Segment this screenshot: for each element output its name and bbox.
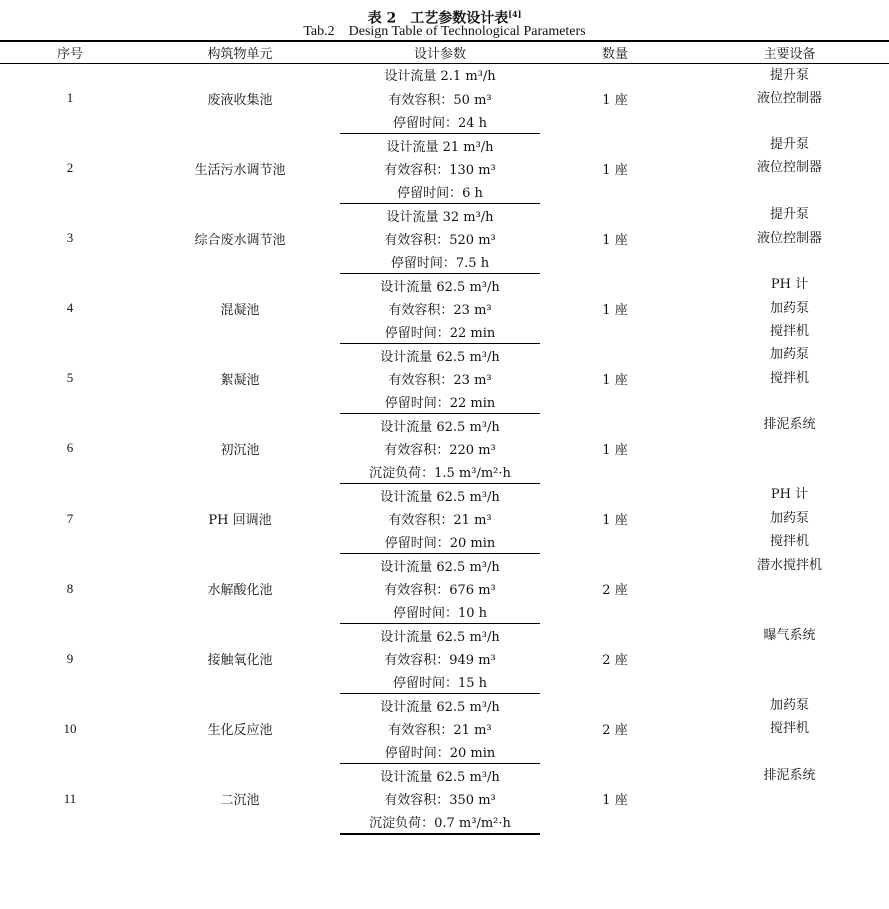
row-number: 4 — [66, 300, 74, 316]
design-parameter: 有效容积：50 m³ — [388, 92, 492, 108]
structure-unit: 接触氧化池 — [207, 653, 273, 669]
equipment-list — [690, 694, 889, 764]
equipment-item: 液位控制器 — [756, 90, 822, 106]
design-parameter: 沉淀负荷：0.7 m³/m²·h — [340, 811, 540, 834]
equipment-list — [690, 483, 889, 553]
quantity: 1 座 — [602, 162, 628, 178]
table-row — [0, 694, 889, 717]
table-row — [0, 133, 889, 156]
equipment-item: 液位控制器 — [756, 230, 822, 246]
design-parameter: 停留时间：22 min — [340, 390, 540, 413]
quantity: 2 座 — [602, 723, 628, 739]
design-parameter: 停留时间：7.5 h — [340, 250, 540, 273]
row-number: 8 — [66, 580, 74, 596]
structure-unit: 生化反应池 — [207, 723, 273, 739]
table-row — [0, 483, 889, 506]
structure-unit: 废液收集池 — [207, 92, 273, 108]
row-number: 11 — [63, 790, 77, 806]
equipment-item: 加药泵 — [769, 300, 809, 316]
reference-marker: [4] — [508, 9, 522, 19]
header-no: 序号 — [0, 41, 140, 63]
design-parameter: 有效容积：23 m³ — [388, 302, 492, 318]
design-parameter: 设计流量 62.5 m³/h — [380, 279, 500, 295]
design-parameter: 停留时间：20 min — [340, 740, 540, 763]
quantity: 1 座 — [602, 302, 628, 318]
row-number: 5 — [66, 370, 74, 386]
equipment-item: 搅拌机 — [769, 323, 809, 339]
design-parameter: 沉淀负荷：1.5 m³/m²·h — [340, 460, 540, 483]
row-number: 6 — [66, 440, 74, 456]
quantity: 1 座 — [602, 442, 628, 458]
quantity: 2 座 — [602, 653, 628, 669]
row-number: 2 — [66, 160, 74, 176]
table-row — [0, 203, 889, 226]
header-equipment: 主要设备 — [690, 41, 889, 63]
design-parameter: 停留时间：10 h — [340, 600, 540, 623]
design-parameter: 有效容积：220 m³ — [384, 442, 496, 458]
design-parameter: 设计流量 62.5 m³/h — [380, 419, 500, 435]
equipment-item: 液位控制器 — [756, 160, 822, 176]
equipment-item: PH 计 — [770, 277, 809, 293]
quantity: 1 座 — [602, 793, 628, 809]
structure-unit: 初沉池 — [220, 442, 260, 458]
structure-unit: 二沉池 — [220, 793, 260, 809]
equipment-list — [690, 203, 889, 273]
equipment-item: 提升泵 — [769, 207, 809, 223]
design-parameter: 设计流量 21 m³/h — [386, 139, 494, 155]
table-row — [0, 63, 889, 86]
structure-unit: 水解酸化池 — [207, 583, 273, 599]
table-row — [0, 343, 889, 366]
quantity: 1 座 — [602, 232, 628, 248]
design-parameter: 停留时间：20 min — [340, 530, 540, 553]
row-number: 3 — [66, 230, 74, 246]
design-parameter: 设计流量 62.5 m³/h — [380, 559, 500, 575]
row-number: 1 — [66, 90, 74, 106]
structure-unit: 综合废水调节池 — [194, 232, 286, 248]
table-body — [0, 63, 889, 834]
equipment-list — [690, 343, 889, 413]
equipment-list — [690, 554, 889, 624]
equipment-list — [690, 63, 889, 133]
equipment-item: 搅拌机 — [769, 721, 809, 737]
structure-unit: 生活污水调节池 — [194, 162, 286, 178]
design-parameter: 停留时间：6 h — [340, 180, 540, 203]
equipment-item: 加药泵 — [769, 347, 809, 363]
equipment-list — [690, 413, 889, 483]
equipment-item: 提升泵 — [769, 137, 809, 153]
design-parameter: 设计流量 32 m³/h — [386, 209, 494, 225]
equipment-item: 排泥系统 — [763, 767, 816, 783]
design-parameter: 有效容积：23 m³ — [388, 372, 492, 388]
table-row — [0, 554, 889, 577]
structure-unit: PH 回调池 — [208, 513, 272, 528]
equipment-item: 潜水搅拌机 — [756, 557, 822, 573]
quantity: 2 座 — [602, 583, 628, 599]
equipment-item: 提升泵 — [769, 67, 809, 83]
row-number: 9 — [66, 650, 74, 666]
equipment-list — [690, 273, 889, 343]
quantity: 1 座 — [602, 513, 628, 528]
design-parameter: 有效容积：350 m³ — [384, 793, 496, 809]
parameters-table — [0, 40, 889, 835]
equipment-item: PH 计 — [770, 487, 809, 503]
header-params: 设计参数 — [340, 41, 540, 63]
equipment-list — [690, 764, 889, 834]
quantity: 1 座 — [602, 92, 628, 108]
structure-unit: 混凝池 — [220, 302, 260, 318]
table-row — [0, 273, 889, 296]
table-row — [0, 624, 889, 647]
equipment-item: 搅拌机 — [769, 370, 809, 386]
equipment-item: 加药泵 — [769, 697, 809, 713]
structure-unit: 絮凝池 — [220, 372, 260, 388]
design-parameter: 有效容积：21 m³ — [388, 723, 492, 739]
design-parameter: 设计流量 62.5 m³/h — [380, 489, 500, 505]
design-parameter: 停留时间：15 h — [340, 670, 540, 693]
table-title-cn-text: 表 2 工艺参数设计表 — [367, 10, 509, 27]
equipment-item: 排泥系统 — [763, 417, 816, 433]
design-parameter: 有效容积：949 m³ — [384, 653, 496, 669]
table-row — [0, 413, 889, 436]
table-title-en: Tab.2 Design Table of Technological Parameters — [303, 24, 586, 39]
design-parameter: 停留时间：22 min — [340, 320, 540, 343]
row-number: 7 — [66, 510, 74, 526]
design-parameter: 设计流量 62.5 m³/h — [380, 630, 500, 646]
design-parameter: 设计流量 2.1 m³/h — [384, 69, 496, 85]
header-unit: 构筑物单元 — [140, 41, 340, 63]
design-parameter: 停留时间：24 h — [340, 110, 540, 133]
row-number: 10 — [63, 720, 77, 736]
equipment-item: 曝气系统 — [763, 627, 816, 643]
design-parameter: 有效容积：130 m³ — [384, 162, 496, 178]
design-parameter: 有效容积：520 m³ — [384, 232, 496, 248]
design-parameter: 设计流量 62.5 m³/h — [380, 700, 500, 716]
equipment-item: 搅拌机 — [769, 534, 809, 550]
equipment-list — [690, 133, 889, 203]
design-parameter: 设计流量 62.5 m³/h — [380, 349, 500, 365]
header-qty: 数量 — [540, 41, 690, 63]
header-row — [0, 41, 889, 63]
design-parameter: 有效容积：21 m³ — [388, 513, 492, 528]
design-parameter: 有效容积：676 m³ — [384, 583, 496, 599]
design-parameter: 设计流量 62.5 m³/h — [380, 770, 500, 786]
table-row — [0, 764, 889, 787]
equipment-item: 加药泵 — [769, 510, 809, 526]
quantity: 1 座 — [602, 372, 628, 388]
equipment-list — [690, 624, 889, 694]
